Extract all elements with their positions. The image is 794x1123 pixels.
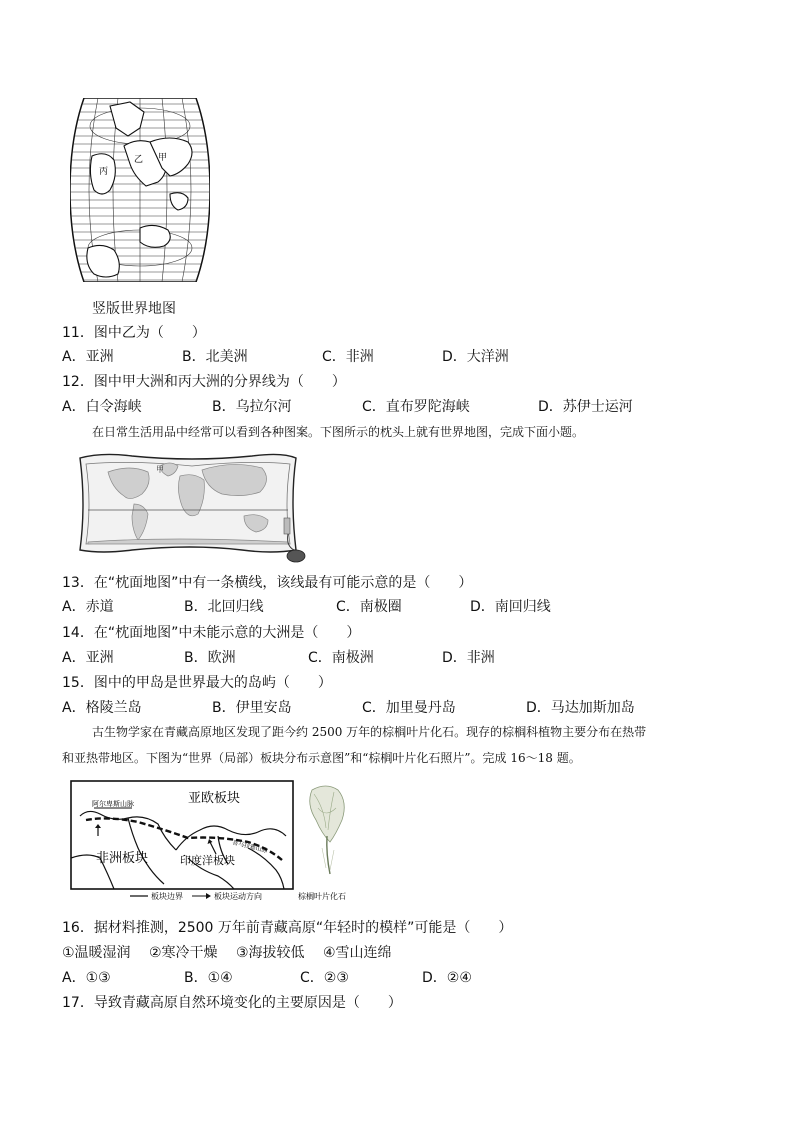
- question-17-stem: 17．导致青藏高原自然环境变化的主要原因是（ ）: [62, 995, 402, 1011]
- q13-option-c[interactable]: C．南极圈: [336, 599, 402, 615]
- question-14-stem: 14．在“枕面地图”中未能示意的大洲是（ ）: [62, 625, 361, 641]
- pillow-label-jia: 甲: [156, 465, 164, 474]
- q12-option-d[interactable]: D．苏伊士运河: [538, 399, 633, 415]
- intro-palm-fossil-line-2: 和亚热带地区。下图为“世界（局部）板块分布示意图”和“棕榈叶片化石照片”。完成 16～18 题。: [62, 751, 581, 765]
- question-11-options: [0, 348, 794, 368]
- plate-distribution-graphic: [68, 778, 358, 902]
- q14-option-a[interactable]: A．亚洲: [62, 650, 114, 666]
- plate-distribution-figure: [68, 778, 358, 902]
- q16-option-b[interactable]: B．①④: [184, 970, 233, 986]
- label-himalaya: 喜马拉雅山脉: [231, 839, 269, 855]
- q16-option-d[interactable]: D．②④: [422, 970, 472, 986]
- q14-option-c[interactable]: C．南极洲: [308, 650, 374, 666]
- q14-option-d[interactable]: D．非洲: [442, 650, 495, 666]
- question-12-stem: 12．图中甲大洲和丙大洲的分界线为（ ）: [62, 374, 346, 390]
- question-15-stem: 15．图中的甲岛是世界最大的岛屿（ ）: [62, 675, 332, 691]
- label-eurasian-plate: 亚欧板块: [188, 791, 241, 806]
- q11-option-b[interactable]: B．北美洲: [182, 349, 248, 365]
- legend-plate-motion: 板块运动方向: [214, 892, 262, 901]
- question-13-stem: 13．在“枕面地图”中有一条横线，该线最有可能示意的是（ ）: [62, 575, 473, 591]
- pillow-world-map: [72, 450, 312, 564]
- q12-option-b[interactable]: B．乌拉尔河: [212, 399, 292, 415]
- label-indian-ocean-plate: 印度洋板块: [180, 854, 235, 867]
- map-label-yi: 乙: [134, 155, 144, 165]
- question-11-stem: 11．图中乙为（ ）: [62, 325, 206, 341]
- question-16-options: [0, 969, 794, 989]
- question-15-options: [0, 699, 794, 719]
- question-14-options: [0, 649, 794, 669]
- q11-option-c[interactable]: C．非洲: [322, 349, 374, 365]
- legend-plate-boundary: 板块边界: [151, 892, 183, 901]
- question-16-stem: 16．据材料推测，2500 万年前青藏高原“年轻时的模样”可能是（ ）: [62, 920, 513, 936]
- q15-option-c[interactable]: C．加里曼丹岛: [362, 700, 456, 716]
- question-13-options: [0, 598, 794, 618]
- intro-palm-fossil-line-1: 古生物学家在青藏高原地区发现了距今约 2500 万年的棕榈叶片化石。现存的棕榈科植物主要分布在热带: [92, 725, 647, 739]
- map-label-bing: 丙: [99, 167, 109, 177]
- intro-pillow-map: 在日常生活用品中经常可以看到各种图案。下图所示的枕头上就有世界地图，完成下面小题。: [92, 425, 585, 439]
- q12-option-c[interactable]: C．直布罗陀海峡: [362, 399, 470, 415]
- palm-fossil-photo: [310, 786, 345, 874]
- label-african-plate: 非洲板块: [96, 851, 149, 866]
- q13-option-b[interactable]: B．北回归线: [184, 599, 264, 615]
- vertical-world-map: [70, 98, 210, 282]
- q15-option-d[interactable]: D．马达加斯加岛: [526, 700, 635, 716]
- q13-option-a[interactable]: A．赤道: [62, 599, 114, 615]
- vertical-world-map-graphic: [70, 98, 210, 282]
- pillow-world-map-graphic: [72, 450, 312, 564]
- q15-option-b[interactable]: B．伊里安岛: [212, 700, 292, 716]
- q16-option-c[interactable]: C．②③: [300, 970, 349, 986]
- caption-palm-fossil: 棕榈叶片化石: [298, 892, 346, 901]
- q14-option-b[interactable]: B．欧洲: [184, 650, 236, 666]
- q12-option-a[interactable]: A．白令海峡: [62, 399, 142, 415]
- q11-option-d[interactable]: D．大洋洲: [442, 349, 509, 365]
- q15-option-a[interactable]: A．格陵兰岛: [62, 700, 142, 716]
- q13-option-d[interactable]: D．南回归线: [470, 599, 551, 615]
- label-alps: 阿尔卑斯山脉: [92, 800, 134, 808]
- figure-caption-world-map: 竖版世界地图: [92, 301, 176, 317]
- map-label-jia: 甲: [158, 153, 168, 163]
- question-12-options: [0, 398, 794, 418]
- q11-option-a[interactable]: A．亚洲: [62, 349, 114, 365]
- question-16-choices: ①温暖湿润 ②寒冷干燥 ③海拔较低 ④雪山连绵: [62, 945, 392, 961]
- q16-option-a[interactable]: A．①③: [62, 970, 111, 986]
